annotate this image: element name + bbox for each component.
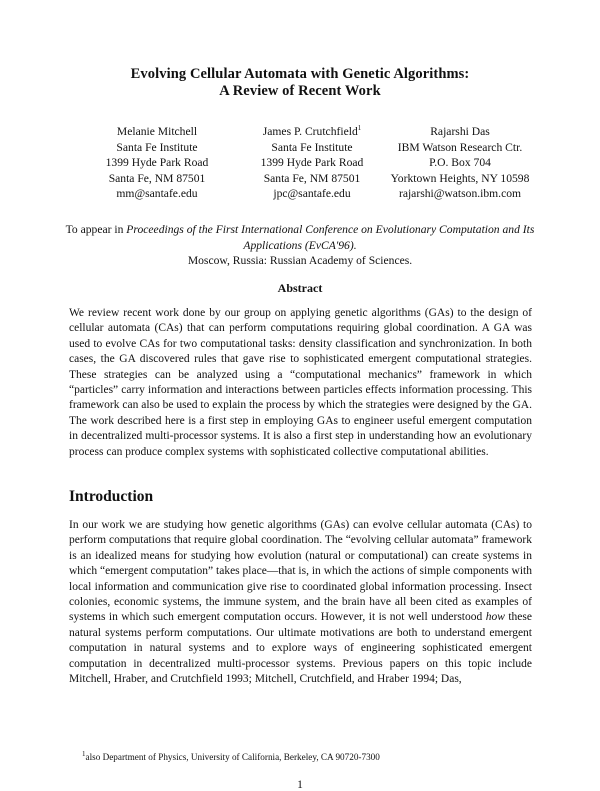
author-city: Santa Fe, NM 87501 [108, 171, 206, 185]
author-address: 1399 Hyde Park Road [260, 156, 364, 170]
page-number: 1 [297, 779, 303, 791]
author-address: 1399 Hyde Park Road [105, 156, 209, 170]
footnote-text: also Department of Physics, University of California, Berkeley, CA 90720-7300 [85, 752, 380, 762]
author-crutchfield [237, 124, 387, 202]
publication-location: Moscow, Russia: Russian Academy of Sciences. [187, 254, 413, 268]
publication-note [60, 222, 540, 269]
title-line-1: Evolving Cellular Automata with Genetic Algorithms: [130, 66, 470, 82]
author-affiliation: IBM Watson Research Ctr. [397, 140, 523, 154]
author-name: Rajarshi Das [430, 125, 490, 138]
author-mitchell [82, 124, 232, 202]
publication-prefix: To appear in [65, 223, 127, 236]
intro-text-part-1: In our work we are studying how genetic algorithms (GAs) can evolve cellular automata (CAs) to perform computations that require global coordination. The “evolving cellular automata” framework is an idealized means for studying how evolution (natural or computational) can create systems in which “emergent computation” takes place—that is, in which the actions of simple components with local information and communication give rise to coordinated global information processing. Insect colonies, economic systems, the immune system, and the brain have all been cited as examples of systems in which such emergent computation occurs. However, it is not well understood [69, 519, 532, 624]
author-address: P.O. Box 704 [429, 156, 491, 170]
author-email: rajarshi@watson.ibm.com [398, 187, 522, 201]
intro-emphasis: how [485, 611, 505, 624]
intro-text-part-2: these natural systems perform computations. Our ultimate motivations are both to understand emergent computation in natural systems and to explore ways of engineering sophisticated emergent computation in decentralized multi-processor systems. Previous papers on this topic include Mitchell, Hraber, and Crutchfield 1993; Mitchell, Crutchfield, and Hraber 1994; Das, [69, 611, 532, 686]
abstract-body: We review recent work done by our group on applying genetic algorithms (GAs) to the design of cellular automata (CAs) that can perform computations requiring global coordination. A GA was used to evolve CAs for two computational tasks: density classification and synchronization. In both cases, the GA discovered rules that gave rise to sophisticated emergent computational strategies. These strategies can be analyzed using a “computational mechanics” framework in which “particles” carry information and interactions between particles effects information processing. This framework can also be used to explain the process by which the strategies were designed by the GA. The work described here is a first step in employing GAs to engineer useful emergent computation in decentralized multi-processor systems. It is also a first step in understanding how an evolutionary process can produce complex systems with sophisticated collective computational abilities. [69, 307, 532, 458]
abstract-heading: Abstract [277, 281, 323, 295]
footnote-mark: 1 [357, 124, 362, 133]
author-affiliation: Santa Fe Institute [271, 140, 353, 154]
author-email: jpc@santafe.edu [273, 187, 351, 201]
introduction-body [69, 518, 532, 687]
author-name: Melanie Mitchell [116, 125, 198, 138]
author-city: Yorktown Heights, NY 10598 [390, 171, 530, 185]
footnote-number: 1 [82, 749, 86, 758]
author-email: mm@santafe.edu [116, 187, 198, 201]
author-affiliation: Santa Fe Institute [116, 140, 198, 154]
publication-venue: Proceedings of the First International Conference on Evolutionary Computation and Its Applications (EvCA'96). [126, 223, 535, 252]
footnote [82, 749, 380, 763]
author-city: Santa Fe, NM 87501 [263, 171, 361, 185]
title-line-2: A Review of Recent Work [219, 83, 381, 99]
paper-title [0, 66, 600, 100]
introduction-heading: Introduction [69, 488, 154, 505]
author-name: James P. Crutchfield [262, 125, 358, 138]
author-das [374, 124, 546, 202]
